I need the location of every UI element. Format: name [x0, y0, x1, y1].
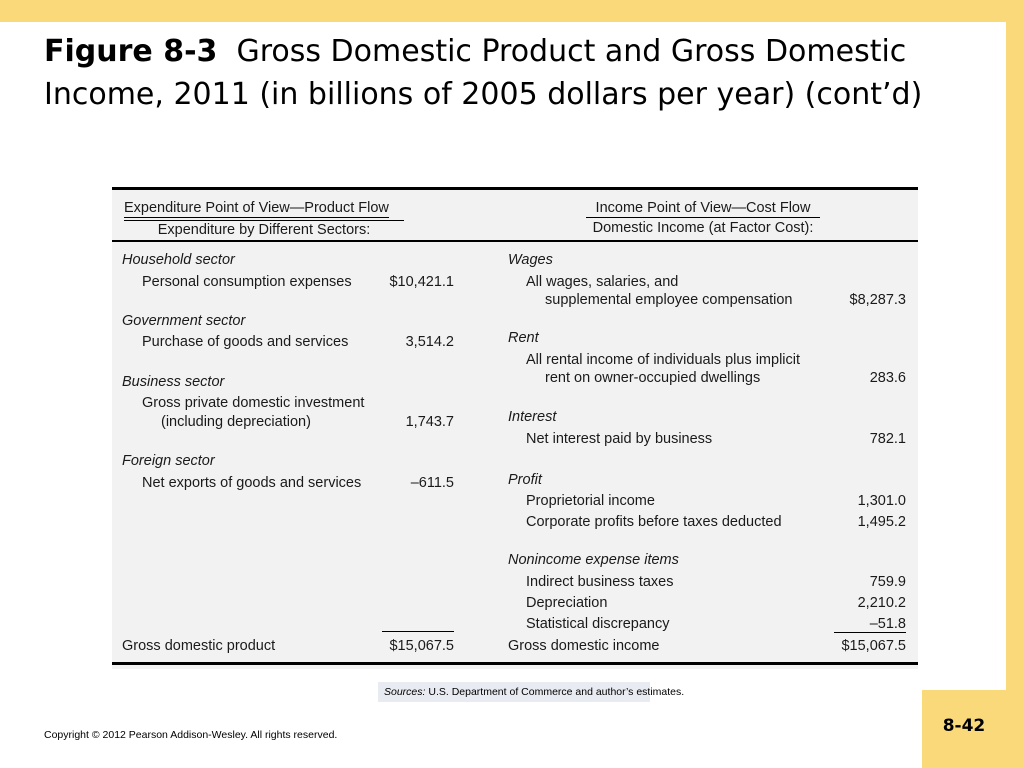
- page-number-box: [922, 690, 1006, 768]
- foreign-value: –611.5: [410, 475, 454, 491]
- wages-value: $8,287.3: [849, 292, 906, 308]
- right-header-1: Income Point of View—Cost Flow: [586, 199, 820, 218]
- nonincome-value-1: 759.9: [869, 574, 906, 590]
- gdi-total-label: Gross domestic income: [508, 638, 660, 654]
- nonincome-item-3: Statistical discrepancy: [526, 616, 670, 632]
- nonincome-value-2: 2,210.2: [857, 595, 906, 611]
- business-item-line2: (including depreciation): [161, 414, 311, 430]
- profit-value-2: 1,495.2: [857, 514, 906, 530]
- rent-label: Rent: [508, 330, 539, 346]
- government-sector-label: Government sector: [122, 313, 246, 329]
- business-item-line1: Gross private domestic investment: [142, 395, 365, 411]
- right-accent-band: [1006, 0, 1024, 768]
- gdp-gdi-table: [112, 187, 918, 669]
- copyright-notice: Copyright © 2012 Pearson Addison-Wesley. All rights reserved.: [44, 729, 338, 741]
- business-sector-label: Business sector: [122, 374, 225, 390]
- interest-value: 782.1: [869, 431, 906, 447]
- business-value: 1,743.7: [405, 414, 454, 430]
- household-sector-label: Household sector: [122, 252, 235, 268]
- source-note: [378, 682, 685, 702]
- slide-title: [44, 30, 994, 116]
- table-bottom-rule: [112, 662, 918, 665]
- foreign-item: Net exports of goods and services: [142, 475, 362, 491]
- top-accent-band: [0, 0, 1024, 22]
- wages-item-line1: All wages, salaries, and: [526, 274, 679, 290]
- source-text: U.S. Department of Commerce and author’s estimates.: [428, 686, 685, 698]
- table-header-rule: [112, 240, 918, 242]
- left-header-1: Expenditure Point of View—Product Flow: [124, 200, 389, 216]
- figure-label: Figure 8-3: [44, 34, 218, 69]
- nonincome-label: Nonincome expense items: [508, 552, 679, 568]
- left-total-rule: [382, 631, 454, 632]
- rent-value: 283.6: [869, 370, 906, 386]
- profit-label: Profit: [508, 472, 542, 488]
- government-item: Purchase of goods and services: [142, 334, 349, 350]
- foreign-sector-label: Foreign sector: [122, 453, 215, 469]
- household-item: Personal consumption expenses: [142, 274, 352, 290]
- page-number: 8-42: [942, 716, 986, 736]
- nonincome-item-2: Depreciation: [526, 595, 608, 611]
- wages-label: Wages: [508, 252, 553, 268]
- rent-item-line2: rent on owner-occupied dwellings: [545, 370, 761, 386]
- figure-title-text: Gross Domestic Product and Gross Domestic Income, 2011 (in billions of 2005 dollars per year) (cont’d): [44, 34, 923, 112]
- gdi-total-value: $15,067.5: [841, 638, 906, 654]
- gdp-total-value: $15,067.5: [389, 638, 454, 654]
- profit-item-1: Proprietorial income: [526, 493, 655, 509]
- source-label: Sources:: [384, 686, 426, 698]
- nonincome-item-1: Indirect business taxes: [526, 574, 674, 590]
- household-value: $10,421.1: [389, 274, 454, 290]
- wages-item-line2: supplemental employee compensation: [545, 292, 793, 308]
- gdp-total-label: Gross domestic product: [122, 638, 276, 654]
- profit-item-2: Corporate profits before taxes deducted: [526, 514, 782, 530]
- table-top-rule: [112, 187, 918, 190]
- interest-label: Interest: [508, 409, 557, 425]
- interest-item: Net interest paid by business: [526, 431, 713, 447]
- government-value: 3,514.2: [405, 334, 454, 350]
- profit-value-1: 1,301.0: [857, 493, 906, 509]
- rent-item-line1: All rental income of individuals plus implicit: [526, 352, 801, 368]
- right-header-2: Domestic Income (at Factor Cost):: [592, 220, 814, 236]
- right-total-rule: [834, 632, 906, 633]
- left-header-2: Expenditure by Different Sectors:: [124, 220, 404, 239]
- nonincome-value-3: –51.8: [869, 616, 906, 632]
